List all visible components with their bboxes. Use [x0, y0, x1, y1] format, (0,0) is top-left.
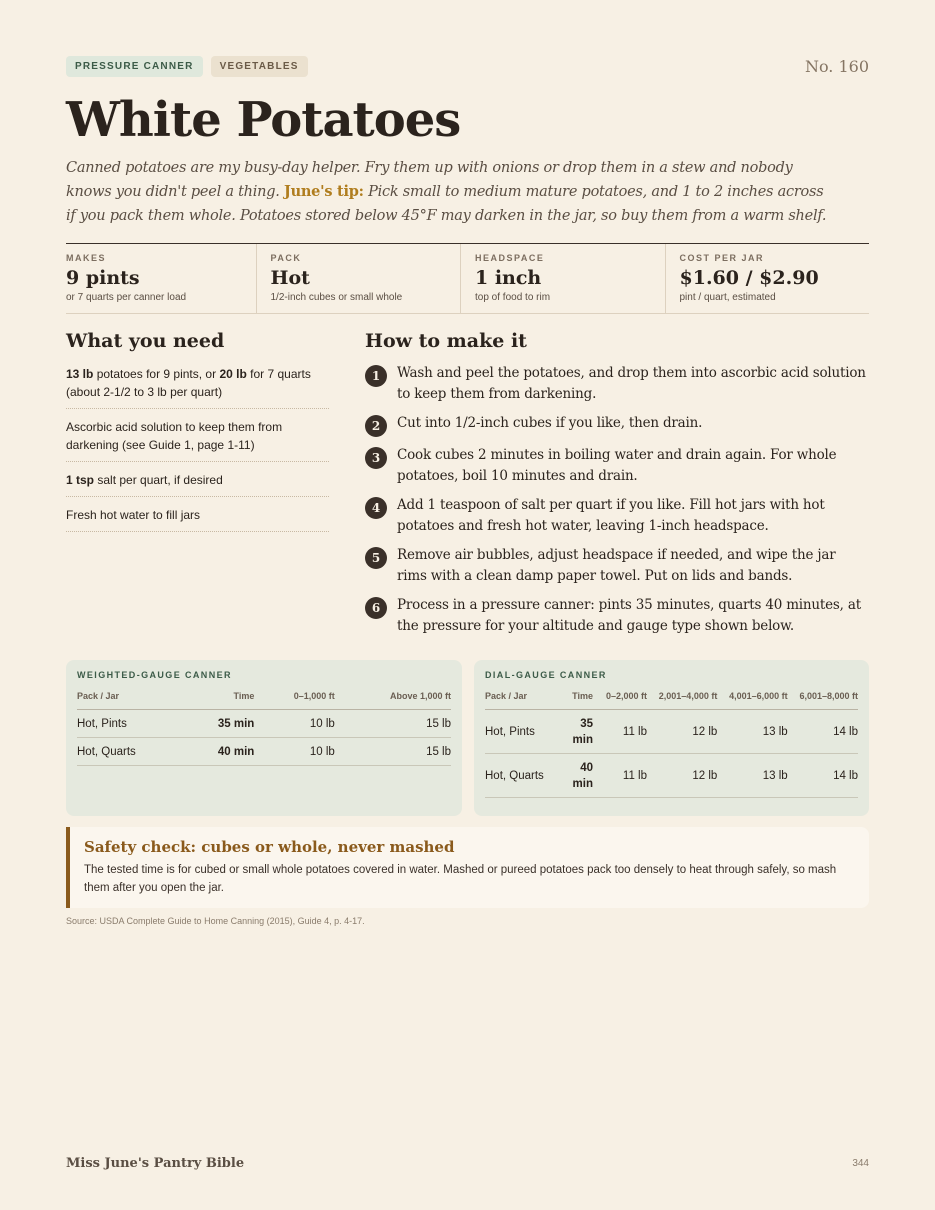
stat-makes: [66, 244, 256, 313]
table-cell: Hot, Quarts: [77, 738, 182, 766]
method-section: [365, 328, 869, 645]
tag-vegetables: VEGETABLES: [211, 56, 308, 77]
page-number: 344: [852, 1158, 869, 1169]
table-row: [77, 738, 451, 766]
ingredient-qty: 20 lb: [219, 367, 247, 381]
method-step: [365, 545, 869, 587]
stat-pack: [256, 244, 461, 313]
step-text: Wash and peel the potatoes, and drop them into ascorbic acid solution to keep them from darkening.: [397, 365, 866, 402]
weighted-gauge-caption: WEIGHTED-GAUGE CANNER: [77, 670, 232, 680]
column-header: Time: [182, 686, 254, 710]
column-header: Above 1,000 ft: [335, 686, 451, 710]
dial-gauge-caption: DIAL-GAUGE CANNER: [485, 670, 607, 680]
stat-sub: pint / quart, estimated: [679, 292, 776, 303]
method-step: [365, 413, 869, 437]
stat-value: 9 pints: [66, 267, 140, 289]
table-cell: 12 lb: [647, 710, 717, 754]
table-cell: 13 lb: [717, 754, 787, 798]
table-cell: 35 min: [182, 710, 254, 738]
method-heading: How to make it: [365, 330, 527, 352]
table-cell: 35 min: [555, 710, 593, 754]
callout-title: Safety check: cubes or whole, never mashed: [84, 838, 455, 856]
intro-paragraph: [66, 156, 831, 228]
stat-headspace: [460, 244, 665, 313]
weighted-gauge-table: [77, 686, 451, 766]
page-footer: [66, 1156, 869, 1171]
tag-row: [66, 55, 869, 78]
ingredient-qty: 13 lb: [66, 367, 94, 381]
intro-text: Canned potatoes are my busy-day helper. Fry them up with onions or drop them in a stew and nobody knows you didn't peel a thing.: [66, 160, 793, 200]
table-cell: 10 lb: [254, 738, 334, 766]
table-row: [485, 754, 858, 798]
method-step: [365, 495, 869, 537]
table-cell: 11 lb: [593, 754, 647, 798]
ingredient-item: [66, 504, 329, 532]
table-cell: Hot, Pints: [77, 710, 182, 738]
column-header: Pack / Jar: [485, 686, 555, 710]
table-cell: Hot, Quarts: [485, 754, 555, 798]
ingredient-qty: 1 tsp: [66, 473, 95, 487]
ingredients-heading: What you need: [66, 330, 225, 352]
step-text: Cook cubes 2 minutes in boiling water and drain again. For whole potatoes, boil 10 minutes and drain.: [397, 447, 837, 484]
source-citation: Source: USDA Complete Guide to Home Canning (2015), Guide 4, p. 4-17.: [66, 916, 365, 926]
step-number: 3: [365, 447, 387, 469]
table-header-row: [485, 686, 858, 710]
ingredient-text: Fresh hot water to fill jars: [66, 508, 201, 522]
stat-cost: [665, 244, 870, 313]
ingredient-item: [66, 363, 329, 409]
table-row: [485, 710, 858, 754]
table-cell: Hot, Pints: [485, 710, 555, 754]
column-header: 2,001–4,000 ft: [647, 686, 717, 710]
column-header: Time: [555, 686, 593, 710]
book-name: Miss June's Pantry Bible: [66, 1156, 245, 1171]
ingredient-item: [66, 469, 329, 497]
step-number: 2: [365, 415, 387, 437]
step-text: Remove air bubbles, adjust headspace if needed, and wipe the jar rims with a clean damp paper towel. Put on lids and bands.: [397, 547, 836, 584]
step-number: 4: [365, 497, 387, 519]
ingredient-item: [66, 416, 329, 462]
table-cell: 12 lb: [647, 754, 717, 798]
ingredient-text: Ascorbic acid solution to keep them from darkening (see Guide 1, page 1-11): [66, 420, 283, 452]
stat-sub: 1/2-inch cubes or small whole: [270, 292, 403, 303]
table-cell: 15 lb: [335, 738, 451, 766]
stat-value: 1 inch: [475, 267, 542, 289]
step-number: 1: [365, 365, 387, 387]
weighted-gauge-card: [66, 660, 462, 816]
stat-label: MAKES: [66, 253, 107, 263]
step-number: 6: [365, 597, 387, 619]
method-step: [365, 363, 869, 405]
page-title: White Potatoes: [66, 92, 461, 148]
pressure-tables: [66, 660, 869, 816]
table-cell: 10 lb: [254, 710, 334, 738]
ingredient-text: salt per quart, if desired: [94, 473, 223, 487]
step-text: Cut into 1/2-inch cubes if you like, then drain.: [397, 415, 703, 431]
table-row: [77, 710, 451, 738]
tip-label: June's tip:: [283, 183, 364, 200]
table-cell: 15 lb: [335, 710, 451, 738]
ingredient-text: potatoes for 9 pints, or: [93, 367, 220, 381]
stats-bar: [66, 243, 869, 314]
stat-sub: top of food to rim: [475, 292, 551, 303]
tag-pressure-canner: PRESSURE CANNER: [66, 56, 203, 77]
column-header: 0–1,000 ft: [254, 686, 334, 710]
ingredient-text: for 7 quarts (about 2-1/2 to 3 lb per quart): [66, 367, 311, 399]
ingredients-section: [66, 328, 329, 645]
table-cell: 40 min: [555, 754, 593, 798]
stat-value: $1.60 / $2.90: [679, 267, 819, 289]
table-header-row: [77, 686, 451, 710]
table-cell: 40 min: [182, 738, 254, 766]
column-header: 6,001–8,000 ft: [788, 686, 858, 710]
step-number: 5: [365, 547, 387, 569]
recipe-page: [66, 55, 869, 926]
stat-label: PACK: [270, 253, 302, 263]
stat-label: HEADSPACE: [475, 253, 545, 263]
step-text: Add 1 teaspoon of salt per quart if you like. Fill hot jars with hot potatoes and fresh hot water, leaving 1-inch headspace.: [397, 497, 825, 534]
column-header: Pack / Jar: [77, 686, 182, 710]
dial-gauge-card: [474, 660, 869, 816]
stat-label: COST PER JAR: [679, 253, 765, 263]
dial-gauge-table: [485, 686, 858, 798]
table-cell: 11 lb: [593, 710, 647, 754]
table-cell: 14 lb: [788, 754, 858, 798]
stat-sub: or 7 quarts per canner load: [66, 292, 187, 303]
table-cell: 14 lb: [788, 710, 858, 754]
column-header: 0–2,000 ft: [593, 686, 647, 710]
table-cell: 13 lb: [717, 710, 787, 754]
step-text: Process in a pressure canner: pints 35 minutes, quarts 40 minutes, at the pressure for your altitude and gauge type shown below.: [397, 597, 861, 634]
method-step: [365, 595, 869, 637]
method-step: [365, 445, 869, 487]
column-header: 4,001–6,000 ft: [717, 686, 787, 710]
record-number: No. 160: [804, 57, 869, 76]
callout-body: The tested time is for cubed or small whole potatoes covered in water. Mashed or pureed potatoes pack too densely to heat through safely, so mash them after you open the jar.: [84, 864, 837, 894]
safety-callout: [66, 827, 869, 908]
content-columns: [66, 328, 869, 645]
tip-text: Pick small to medium mature potatoes, and 1 to 2 inches across if you pack them whole. Potatoes stored below 45°F may darken in the jar, so buy them from a warm shelf.: [66, 184, 827, 224]
stat-value: Hot: [270, 267, 310, 289]
